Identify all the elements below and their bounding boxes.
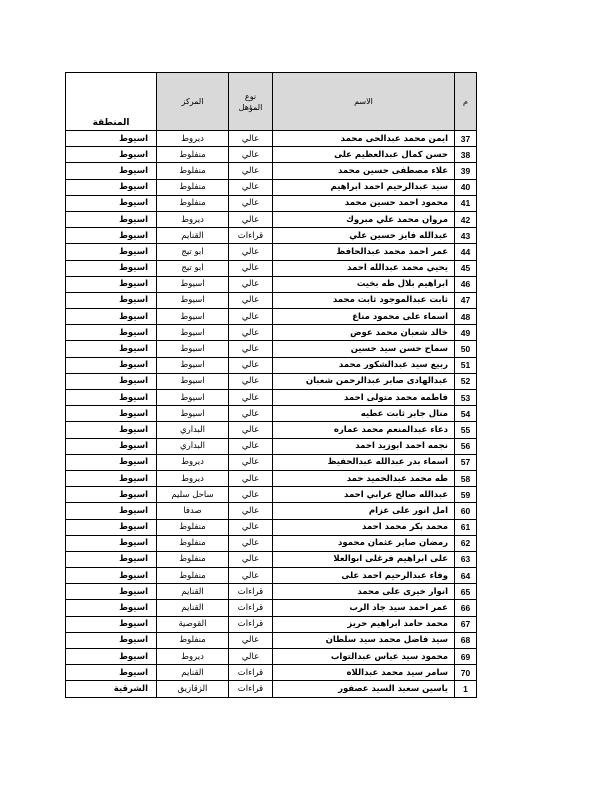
- row-number-cell: 55: [455, 422, 477, 438]
- person-name-cell: على ابراهيم فرغلى ابوالعلا: [273, 551, 455, 567]
- table-row: [66, 551, 477, 567]
- table-row: [66, 325, 477, 341]
- region-name-cell: اسيوط: [66, 632, 157, 648]
- table-row: [66, 211, 477, 227]
- center-name-cell: منفلوط: [157, 163, 229, 179]
- center-name-cell: اسيوط: [157, 406, 229, 422]
- person-name-cell: فاطمه محمد متولى احمد: [273, 390, 455, 406]
- person-name-cell: ربيع سيد عبدالشكور محمد: [273, 357, 455, 373]
- person-name-cell: عبدالهادى صابر عبدالرحمن شعبان: [273, 373, 455, 389]
- row-number-cell: 58: [455, 470, 477, 486]
- center-name-cell: القنايم: [157, 228, 229, 244]
- table-body: [66, 131, 477, 698]
- qualification-type-cell: قراءات: [229, 584, 273, 600]
- region-name-cell: اسيوط: [66, 551, 157, 567]
- center-name-cell: القوصية: [157, 616, 229, 632]
- center-name-cell: ديروط: [157, 454, 229, 470]
- table-row: [66, 357, 477, 373]
- center-name-cell: منفلوط: [157, 195, 229, 211]
- header-center: المركز: [157, 73, 229, 131]
- center-name-cell: ديروط: [157, 131, 229, 147]
- center-name-cell: القنايم: [157, 600, 229, 616]
- region-name-cell: اسيوط: [66, 131, 157, 147]
- table-row: [66, 260, 477, 276]
- region-name-cell: اسيوط: [66, 309, 157, 325]
- row-number-cell: 56: [455, 438, 477, 454]
- row-number-cell: 70: [455, 665, 477, 681]
- roster-table: [65, 72, 477, 698]
- region-name-cell: اسيوط: [66, 325, 157, 341]
- center-name-cell: القنايم: [157, 665, 229, 681]
- row-number-cell: 59: [455, 487, 477, 503]
- table-row: [66, 649, 477, 665]
- region-name-cell: اسيوط: [66, 179, 157, 195]
- header-qualification: [229, 73, 273, 131]
- qualification-type-cell: عالي: [229, 422, 273, 438]
- region-name-cell: اسيوط: [66, 487, 157, 503]
- person-name-cell: عمر احمد سيد جاد الرب: [273, 600, 455, 616]
- qualification-type-cell: عالي: [229, 163, 273, 179]
- region-name-cell: اسيوط: [66, 519, 157, 535]
- region-name-cell: اسيوط: [66, 616, 157, 632]
- region-name-cell: اسيوط: [66, 535, 157, 551]
- region-name-cell: اسيوط: [66, 373, 157, 389]
- person-name-cell: محمود احمد حسين محمد: [273, 195, 455, 211]
- region-name-cell: الشرقية: [66, 681, 157, 697]
- center-name-cell: منفلوط: [157, 519, 229, 535]
- qualification-type-cell: عالي: [229, 357, 273, 373]
- region-name-cell: اسيوط: [66, 503, 157, 519]
- qualification-type-cell: عالي: [229, 568, 273, 584]
- person-name-cell: اسماء بدر عبدالله عبدالحفيظ: [273, 454, 455, 470]
- qualification-type-cell: عالي: [229, 438, 273, 454]
- qualification-type-cell: عالي: [229, 519, 273, 535]
- row-number-cell: 62: [455, 535, 477, 551]
- person-name-cell: يحيي محمد عبدالله احمد: [273, 260, 455, 276]
- qualification-type-cell: عالي: [229, 179, 273, 195]
- row-number-cell: 45: [455, 260, 477, 276]
- row-number-cell: 48: [455, 309, 477, 325]
- row-number-cell: 50: [455, 341, 477, 357]
- table-row: [66, 600, 477, 616]
- row-number-cell: 57: [455, 454, 477, 470]
- header-name: الاسم: [273, 73, 455, 131]
- person-name-cell: سماح حسن سيد حسين: [273, 341, 455, 357]
- center-name-cell: منفلوط: [157, 568, 229, 584]
- row-number-cell: 37: [455, 131, 477, 147]
- center-name-cell: اسيوط: [157, 276, 229, 292]
- region-name-cell: اسيوط: [66, 195, 157, 211]
- center-name-cell: اسيوط: [157, 390, 229, 406]
- table-row: [66, 422, 477, 438]
- table-row: [66, 519, 477, 535]
- center-name-cell: اسيوط: [157, 373, 229, 389]
- qualification-type-cell: عالي: [229, 147, 273, 163]
- person-name-cell: سامر سيد محمد عبداللاه: [273, 665, 455, 681]
- person-name-cell: خالد شعبان محمد عوض: [273, 325, 455, 341]
- table-row: [66, 632, 477, 648]
- region-name-cell: اسيوط: [66, 470, 157, 486]
- row-number-cell: 68: [455, 632, 477, 648]
- row-number-cell: 63: [455, 551, 477, 567]
- table-row: [66, 470, 477, 486]
- region-name-cell: اسيوط: [66, 244, 157, 260]
- person-name-cell: طه محمد عبدالحميد حمد: [273, 470, 455, 486]
- region-name-cell: اسيوط: [66, 600, 157, 616]
- row-number-cell: 52: [455, 373, 477, 389]
- person-name-cell: عمر احمد محمد عبدالحافظ: [273, 244, 455, 260]
- region-name-cell: اسيوط: [66, 211, 157, 227]
- person-name-cell: عبدالله صالح عرابي احمد: [273, 487, 455, 503]
- qualification-type-cell: قراءات: [229, 616, 273, 632]
- table-row: [66, 147, 477, 163]
- qualification-type-cell: عالي: [229, 195, 273, 211]
- qualification-type-cell: عالي: [229, 373, 273, 389]
- table-row: [66, 438, 477, 454]
- center-name-cell: البداري: [157, 438, 229, 454]
- region-name-cell: اسيوط: [66, 665, 157, 681]
- region-name-cell: اسيوط: [66, 649, 157, 665]
- table-row: [66, 309, 477, 325]
- region-name-cell: اسيوط: [66, 292, 157, 308]
- person-name-cell: مروان محمد علي مبروك: [273, 211, 455, 227]
- person-name-cell: حسن كمال عبدالعظيم على: [273, 147, 455, 163]
- qualification-type-cell: قراءات: [229, 600, 273, 616]
- table-row: [66, 179, 477, 195]
- center-name-cell: اسيوط: [157, 309, 229, 325]
- row-number-cell: 46: [455, 276, 477, 292]
- person-name-cell: ثابت عبدالموجود ثابت محمد: [273, 292, 455, 308]
- qualification-type-cell: عالي: [229, 341, 273, 357]
- region-name-cell: اسيوط: [66, 568, 157, 584]
- qualification-type-cell: عالي: [229, 292, 273, 308]
- header-qualification-label: نوع المؤهل: [238, 91, 263, 112]
- region-name-cell: اسيوط: [66, 276, 157, 292]
- row-number-cell: 60: [455, 503, 477, 519]
- region-name-cell: اسيوط: [66, 406, 157, 422]
- region-name-cell: اسيوط: [66, 260, 157, 276]
- table-row: [66, 665, 477, 681]
- qualification-type-cell: قراءات: [229, 228, 273, 244]
- table-row: [66, 390, 477, 406]
- row-number-cell: 47: [455, 292, 477, 308]
- qualification-type-cell: عالي: [229, 535, 273, 551]
- row-number-cell: 67: [455, 616, 477, 632]
- person-name-cell: امل انور على عزام: [273, 503, 455, 519]
- row-number-cell: 40: [455, 179, 477, 195]
- table-row: [66, 163, 477, 179]
- qualification-type-cell: عالي: [229, 406, 273, 422]
- qualification-type-cell: عالي: [229, 503, 273, 519]
- center-name-cell: منفلوط: [157, 551, 229, 567]
- row-number-cell: 1: [455, 681, 477, 697]
- qualification-type-cell: عالي: [229, 487, 273, 503]
- table-row: [66, 584, 477, 600]
- region-name-cell: اسيوط: [66, 228, 157, 244]
- row-number-cell: 39: [455, 163, 477, 179]
- region-name-cell: اسيوط: [66, 357, 157, 373]
- person-name-cell: ابراهيم بلال طه بخيت: [273, 276, 455, 292]
- center-name-cell: ابو تيج: [157, 260, 229, 276]
- table-row: [66, 131, 477, 147]
- center-name-cell: اسيوط: [157, 292, 229, 308]
- person-name-cell: اسماء على محمود مناع: [273, 309, 455, 325]
- center-name-cell: اسيوط: [157, 341, 229, 357]
- table-row: [66, 341, 477, 357]
- center-name-cell: صدفا: [157, 503, 229, 519]
- person-name-cell: علاء مصطفى حسين محمد: [273, 163, 455, 179]
- center-name-cell: منفلوط: [157, 632, 229, 648]
- header-num: م: [455, 73, 477, 131]
- center-name-cell: ديروط: [157, 211, 229, 227]
- qualification-type-cell: عالي: [229, 454, 273, 470]
- row-number-cell: 54: [455, 406, 477, 422]
- person-name-cell: ايمن محمد عبدالحى محمد: [273, 131, 455, 147]
- table-row: [66, 276, 477, 292]
- center-name-cell: البداري: [157, 422, 229, 438]
- qualification-type-cell: عالي: [229, 649, 273, 665]
- person-name-cell: منال جابر ثابت عطيه: [273, 406, 455, 422]
- row-number-cell: 38: [455, 147, 477, 163]
- person-name-cell: محمد حامد ابراهيم حريز: [273, 616, 455, 632]
- person-name-cell: ياسين سعيد السيد عصفور: [273, 681, 455, 697]
- center-name-cell: اسيوط: [157, 357, 229, 373]
- row-number-cell: 61: [455, 519, 477, 535]
- region-name-cell: اسيوط: [66, 390, 157, 406]
- table-row: [66, 195, 477, 211]
- row-number-cell: 42: [455, 211, 477, 227]
- center-name-cell: منفلوط: [157, 179, 229, 195]
- table-row: [66, 616, 477, 632]
- region-name-cell: اسيوط: [66, 438, 157, 454]
- person-name-cell: نجمه احمد ابوزيد احمد: [273, 438, 455, 454]
- qualification-type-cell: عالي: [229, 276, 273, 292]
- center-name-cell: ديروط: [157, 649, 229, 665]
- table-row: [66, 503, 477, 519]
- header-row: [66, 73, 477, 131]
- row-number-cell: 66: [455, 600, 477, 616]
- table-row: [66, 244, 477, 260]
- center-name-cell: ديروط: [157, 470, 229, 486]
- region-name-cell: اسيوط: [66, 147, 157, 163]
- row-number-cell: 41: [455, 195, 477, 211]
- person-name-cell: سيد عبدالرحيم احمد ابراهيم: [273, 179, 455, 195]
- table-row: [66, 292, 477, 308]
- qualification-type-cell: عالي: [229, 260, 273, 276]
- qualification-type-cell: عالي: [229, 325, 273, 341]
- center-name-cell: ساحل سليم: [157, 487, 229, 503]
- table-row: [66, 454, 477, 470]
- person-name-cell: عبدالله فايز حسين علي: [273, 228, 455, 244]
- qualification-type-cell: عالي: [229, 309, 273, 325]
- qualification-type-cell: عالي: [229, 390, 273, 406]
- region-name-cell: اسيوط: [66, 584, 157, 600]
- table-row: [66, 228, 477, 244]
- person-name-cell: دعاء عبدالمنعم محمد عماره: [273, 422, 455, 438]
- qualification-type-cell: عالي: [229, 470, 273, 486]
- row-number-cell: 51: [455, 357, 477, 373]
- region-name-cell: اسيوط: [66, 163, 157, 179]
- person-name-cell: رمضان صابر عثمان محمود: [273, 535, 455, 551]
- row-number-cell: 43: [455, 228, 477, 244]
- qualification-type-cell: عالي: [229, 244, 273, 260]
- table-row: [66, 487, 477, 503]
- person-name-cell: محمود سيد عباس عبدالتواب: [273, 649, 455, 665]
- person-name-cell: وفاء عبدالرحيم احمد على: [273, 568, 455, 584]
- center-name-cell: منفلوط: [157, 147, 229, 163]
- row-number-cell: 65: [455, 584, 477, 600]
- table-row: [66, 568, 477, 584]
- table-row: [66, 681, 477, 697]
- person-name-cell: سيد فاضل محمد سيد سلطان: [273, 632, 455, 648]
- qualification-type-cell: قراءات: [229, 665, 273, 681]
- person-name-cell: محمد بكر محمد احمد: [273, 519, 455, 535]
- row-number-cell: 64: [455, 568, 477, 584]
- qualification-type-cell: عالي: [229, 131, 273, 147]
- qualification-type-cell: عالي: [229, 211, 273, 227]
- region-name-cell: اسيوط: [66, 341, 157, 357]
- row-number-cell: 53: [455, 390, 477, 406]
- region-name-cell: اسيوط: [66, 422, 157, 438]
- center-name-cell: اسيوط: [157, 325, 229, 341]
- person-name-cell: انوار خيرى على محمد: [273, 584, 455, 600]
- table-row: [66, 535, 477, 551]
- table-row: [66, 406, 477, 422]
- header-region: المنطقة: [66, 73, 157, 131]
- center-name-cell: ابو تيج: [157, 244, 229, 260]
- row-number-cell: 69: [455, 649, 477, 665]
- region-name-cell: اسيوط: [66, 454, 157, 470]
- center-name-cell: منفلوط: [157, 535, 229, 551]
- row-number-cell: 49: [455, 325, 477, 341]
- qualification-type-cell: عالي: [229, 632, 273, 648]
- row-number-cell: 44: [455, 244, 477, 260]
- table-row: [66, 373, 477, 389]
- center-name-cell: القنايم: [157, 584, 229, 600]
- qualification-type-cell: عالي: [229, 551, 273, 567]
- qualification-type-cell: قراءات: [229, 681, 273, 697]
- center-name-cell: الزقازيق: [157, 681, 229, 697]
